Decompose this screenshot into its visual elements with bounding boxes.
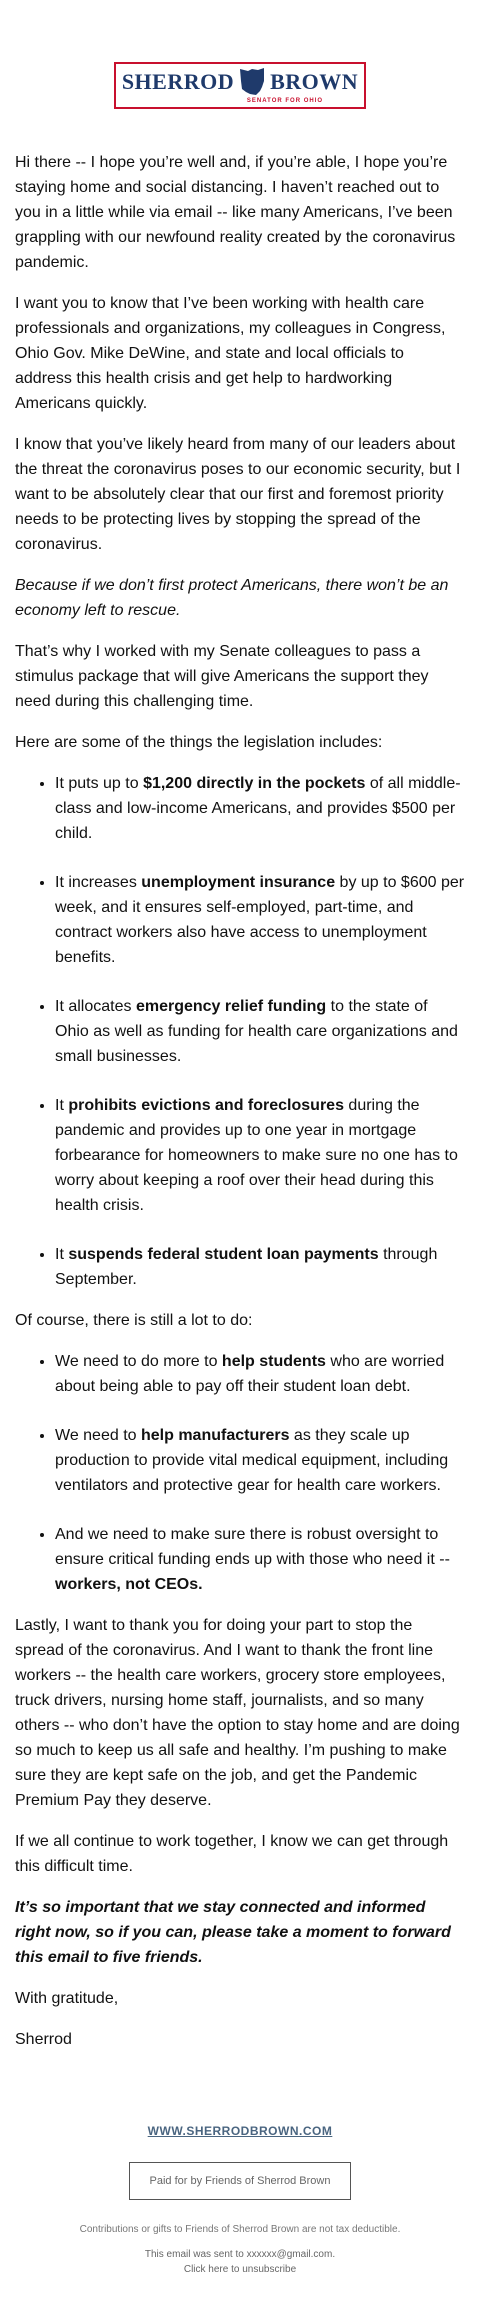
email-body [0,150,480,2052]
legislation-list [15,771,465,1292]
list-item: • We need to do more to help students who are worried about being able to pay off their student loan debt. [55,1349,465,1399]
todo-intro: Of course, there is still a lot to do: [15,1312,253,1329]
logo-tagline: SENATOR FOR OHIO [246,97,324,104]
logo-first-name: SHERROD [121,68,235,94]
intro-paragraph: Hi there -- I hope you’re well and, if you’re able, I hope you’re staying home and social distancing. I haven’t reached out to you in a little while via email -- like many Americans, I’ve been grappling with our newfound reality created by the coronavirus pandemic. [15,154,456,271]
list-item: • It increases unemployment insurance by up to $600 per week, and it ensures self-employed, part-time, and contract workers also have access to unemployment benefits. [55,870,465,970]
list-item: • It suspends federal student loan payments through September. [55,1242,465,1292]
emphasis-paragraph: Because if we don’t first protect Americans, there won’t be an economy left to rescue. [15,577,449,619]
list-item: • And we need to make sure there is robust oversight to ensure critical funding ends up with those who need it -- workers, not CEOs. [55,1522,465,1597]
email-header [0,0,480,150]
logo-last-name: BROWN [270,68,359,94]
ohio-state-icon [238,67,266,97]
together-paragraph: If we all continue to work together, I know we can get through this difficult time. [15,1833,449,1875]
todo-list [15,1349,465,1597]
disclaimer-text: Contributions or gifts to Friends of Sherrod Brown are not tax deductible. [79,2224,401,2235]
list-item: • We need to help manufacturers as they scale up production to provide vital medical equipment, including ventilators and protective gear for health care workers. [55,1423,465,1498]
thanks-paragraph: Lastly, I want to thank you for doing your part to stop the spread of the coronavirus. And I want to thank the front line workers -- the health care workers, grocery store employees, truck drivers, nursing home staff, journalists, and so many others -- who don’t have the option to stay home and are doing so much to keep us all safe and healthy. I’m pushing to make sure they are kept safe on the job, and get the Pandemic Premium Pay they deserve. [15,1617,460,1809]
closing-line: With gratitude, [15,1990,119,2007]
sent-to-text: This email was sent to xxxxxx@gmail.com. [144,2249,336,2260]
stimulus-paragraph: That’s why I worked with my Senate colleagues to pass a stimulus package that will give Americans the support they need during this challenging time. [15,643,429,710]
work-paragraph: I want you to know that I’ve been working with health care professionals and organizations, my colleagues in Congress, Ohio Gov. Mike DeWine, and state and local officials to address this health crisis and get help to hardworking Americans quickly. [15,295,446,412]
list-item: • It puts up to $1,200 directly in the pockets of all middle-class and low-income Americans, and provides $500 per child. [55,771,465,846]
logo-row [122,67,358,97]
unsubscribe-link[interactable]: Click here to unsubscribe [183,2264,297,2275]
email-footer [0,2122,480,2297]
signature: Sherrod [15,2031,72,2048]
priority-paragraph: I know that you’ve likely heard from many of our leaders about the threat the coronavirus poses to our economic security, but I want to be absolutely clear that our first and foremost priority needs to be protecting lives by stopping the spread of the coronavirus. [15,436,461,553]
paid-for-box: Paid for by Friends of Sherrod Brown [129,2162,352,2200]
campaign-logo[interactable] [114,62,366,109]
list-item: • It allocates emergency relief funding to the state of Ohio as well as funding for health care organizations and small businesses. [55,994,465,1069]
website-link[interactable]: WWW.SHERRODBROWN.COM [147,2124,333,2138]
list-item: • It prohibits evictions and foreclosures during the pandemic and provides up to one year in mortgage forbearance for homeowners to make sure no one has to worry about keeping a roof over their head during this health crisis. [55,1093,465,1218]
legislation-intro: Here are some of the things the legislation includes: [15,734,383,751]
forward-request: It’s so important that we stay connected and informed right now, so if you can, please take a moment to forward this email to five friends. [15,1899,451,1966]
